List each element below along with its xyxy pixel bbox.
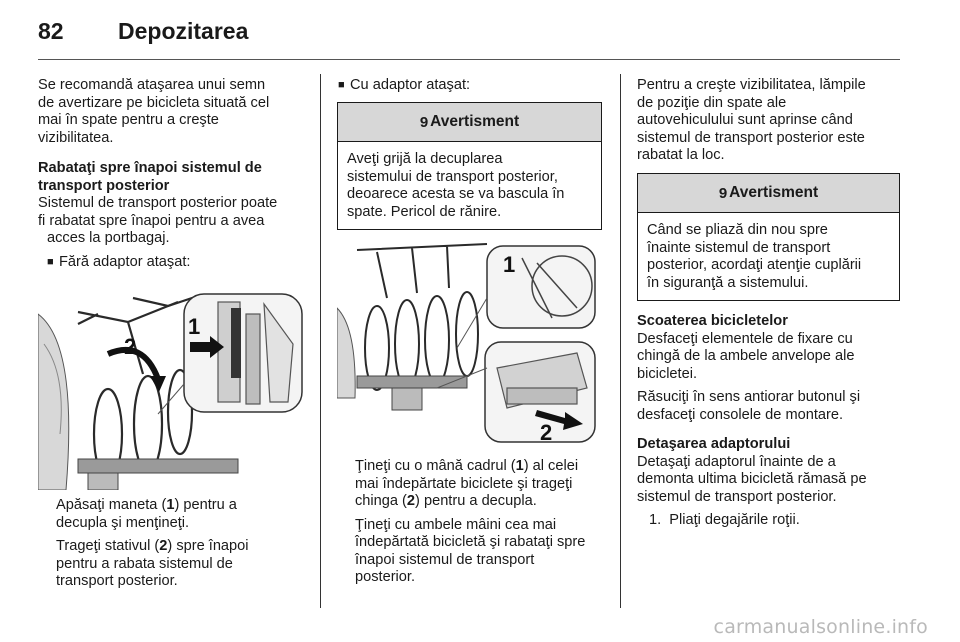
text-line: chinga (2) pentru a decupla. — [355, 493, 537, 509]
text-line: acces la portbagaj. — [47, 230, 170, 246]
text-line: posterior, acordaţi atenţie cuplării — [647, 257, 862, 273]
col3-sections — [637, 313, 905, 530]
text-line: deoarece acesta se va bascula în — [347, 186, 565, 202]
column-1 — [38, 77, 310, 271]
text-line: decupla şi menţineţi. — [56, 514, 190, 531]
text-line: de poziţie din spate ale — [637, 94, 787, 111]
text-line: de avertizare pe bicicleta situată cel — [38, 94, 270, 111]
intro-paragraph — [38, 77, 310, 147]
text-line: sistemul de transport posterior. — [637, 488, 837, 505]
text-line: posterior. — [355, 569, 416, 585]
warning-box-1 — [337, 102, 602, 230]
warning-body — [638, 213, 899, 300]
column-divider-2 — [620, 74, 621, 608]
text-line: Desfaceţi elementele de fixare cu — [637, 330, 853, 347]
text-line: Se recomandă ataşarea unui semn — [38, 77, 266, 93]
warning-title: Avertisment — [729, 184, 819, 201]
text-line: mai în spate pentru a creşte — [38, 112, 219, 128]
callout-2: 2 — [124, 334, 137, 359]
text-line: Pentru a creşte vizibilitatea, lămpile — [637, 77, 866, 93]
text-line: chingă de la ambele anvelope ale — [637, 348, 855, 364]
step-2: Ţineţi cu ambele mâini cea mai — [355, 516, 557, 533]
text-line: Răsuciţi în sens antiorar butonul şi — [637, 389, 861, 405]
step-2: Trageţi stativul (2) spre înapoi — [56, 538, 249, 554]
warning-header — [338, 103, 601, 142]
bullet-square: ■ — [338, 79, 345, 91]
col3-intro — [637, 77, 905, 165]
text-line: demonta ultima bicicletă rămasă pe — [637, 471, 867, 487]
footer-watermark[interactable]: carmanualsonline.info — [713, 616, 928, 638]
text-line: desfaceţi consolele de montare. — [637, 406, 844, 423]
section-heading: Scoaterea bicicletelor — [637, 313, 788, 329]
bullet-item — [38, 254, 310, 272]
text-line: fi rabatat spre înapoi pentru a avea — [38, 212, 265, 229]
text-line: îndepărtată bicicletă şi rabataţi spre — [355, 534, 586, 550]
text-line: în siguranţă a sistemului. — [647, 274, 809, 291]
section-heading — [38, 160, 310, 195]
text-line: pentru a rabata sistemul de — [56, 555, 233, 572]
text-line: Cu adaptor ataşat: — [350, 77, 471, 93]
step-1: Apăsaţi maneta (1) pentru a — [56, 497, 237, 513]
step-1: Ţineţi cu o mână cadrul (1) al celei — [355, 458, 579, 474]
bullet-square: ■ — [47, 255, 54, 268]
text-line: Fără adaptor ataşat: — [59, 253, 191, 270]
text-line: mai îndepărtate biciclete şi trageţi — [355, 475, 573, 492]
warning-triangle-icon: 9 — [718, 184, 728, 202]
text-line: spate. Pericol de rănire. — [347, 203, 502, 220]
callout-2: 2 — [540, 420, 553, 445]
text-line: Detaşaţi adaptorul înainte de a — [637, 453, 836, 470]
list-item: 1. Pliaţi degajările roţii. — [649, 512, 800, 528]
warning-header — [638, 174, 899, 213]
text-line: Sistemul de transport posterior poate — [38, 195, 278, 211]
col2-bullet — [338, 77, 615, 95]
body-paragraph — [38, 195, 310, 248]
text-line: transport posterior — [38, 177, 170, 194]
col1-steps — [56, 497, 311, 591]
text-line: Când se pliază din nou spre — [647, 222, 828, 238]
col2-steps — [355, 458, 611, 587]
text-line: Rabataţi spre înapoi sistemul de — [38, 160, 262, 176]
callout-1: 1 — [188, 314, 201, 339]
warning-triangle-icon: 9 — [419, 113, 429, 131]
text-line: sistemul de transport posterior este — [637, 129, 865, 146]
text-line: înapoi sistemul de transport — [355, 551, 535, 568]
text-line: înainte sistemul de transport — [647, 239, 831, 256]
text-line: vizibilitatea. — [38, 129, 114, 146]
illustration-rack-with-adaptor — [337, 238, 599, 446]
illustration-rack-without-adaptor — [38, 284, 304, 490]
column-divider-1 — [320, 74, 321, 608]
text-line: Aveţi grijă la decuplarea — [347, 151, 503, 167]
text-line: transport posterior. — [56, 573, 178, 589]
text-line: sistemului de transport posterior, — [347, 168, 558, 185]
section-heading: Detaşarea adaptorului — [637, 436, 791, 452]
text-line: bicicletei. — [637, 365, 698, 382]
callout-1: 1 — [503, 252, 516, 277]
text-line: rabatat la loc. — [637, 147, 725, 163]
warning-box-2 — [637, 173, 900, 301]
page-title: Depozitarea — [118, 18, 249, 44]
warning-body — [338, 142, 601, 229]
header-rule — [38, 59, 900, 60]
page-number: 82 — [38, 18, 64, 44]
warning-title: Avertisment — [430, 113, 520, 130]
text-line: autovehiculului sunt aprinse când — [637, 112, 853, 128]
